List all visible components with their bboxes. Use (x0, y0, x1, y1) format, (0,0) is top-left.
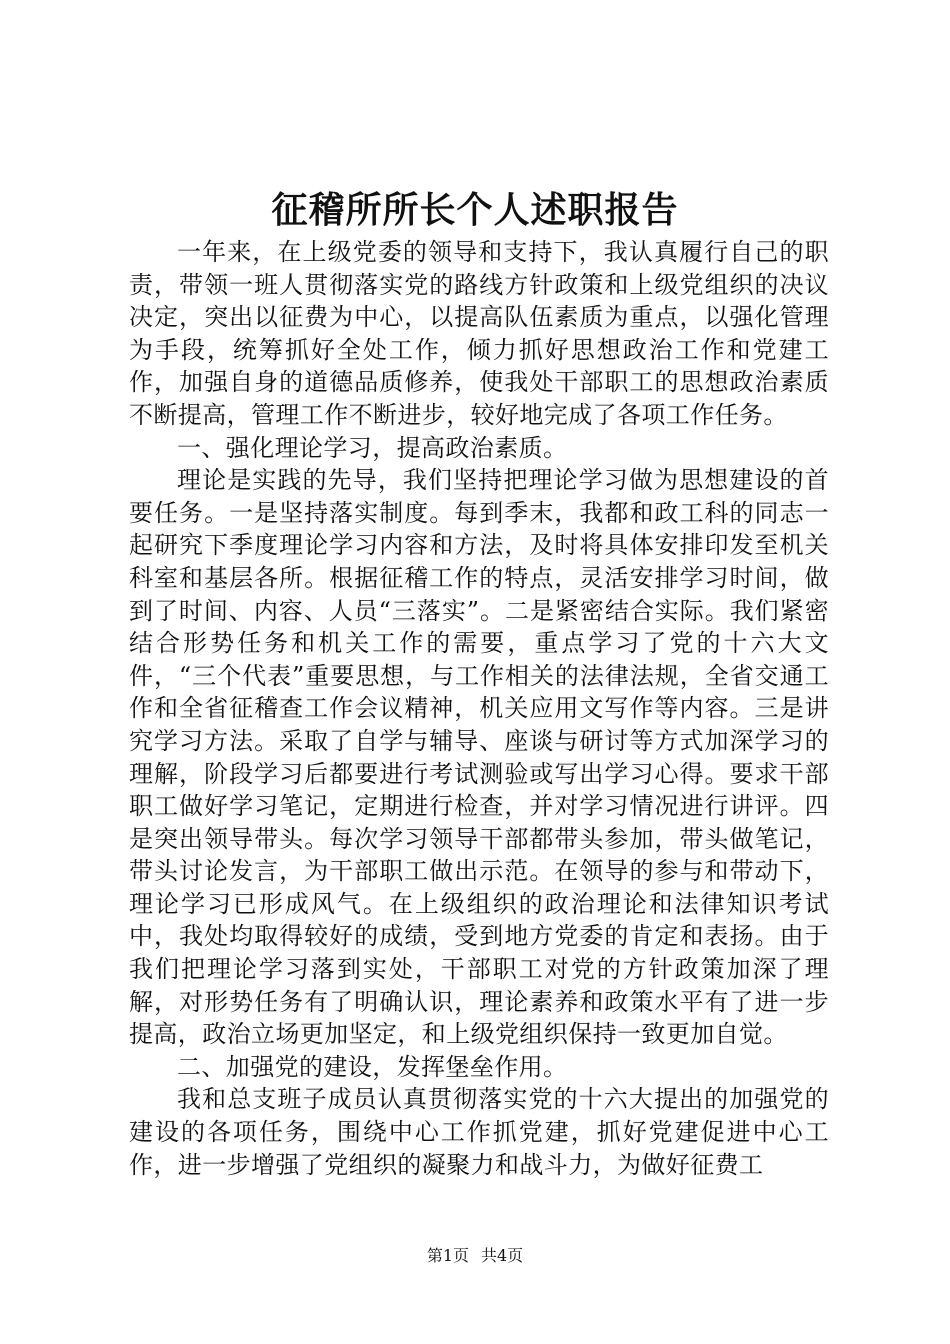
page-total: 共4页 (481, 1246, 524, 1265)
body-paragraph-intro: 一年来，在上级党委的领导和支持下，我认真履行自己的职责，带领一班人贯彻落实党的路线方针政策和上级党组织的决议决定，突出以征费为中心，以提高队伍素质为重点，以强化管理为手段，统筹抓好全处工作，倾力抓好思想政治工作和党建工作，加强自身的道德品质修养，使我处干部职工的思想政治素质不断提高，管理工作不断进步，较好地完成了各项工作任务。 (129, 238, 829, 429)
section-heading-2: 二、加强党的建设，发挥堡垒作用。 (177, 1052, 568, 1081)
page-footer (0, 1245, 950, 1267)
section-heading-1: 一、强化理论学习，提高政治素质。 (177, 433, 568, 462)
document-title: 征稽所所长个人述职报告 (271, 189, 679, 231)
body-paragraph-party: 我和总支班子成员认真贯彻落实党的十六大提出的加强党的建设的各项任务，围绕中心工作抓党建，抓好党建促进中心工作，进一步增强了党组织的凝聚力和战斗力，为做好征费工 (129, 1085, 829, 1179)
document-body (129, 236, 829, 1181)
page-number: 第1页 (426, 1246, 469, 1265)
body-paragraph-theory: 理论是实践的先导，我们坚持把理论学习做为思想建设的首要任务。一是坚持落实制度。每到季末，我都和政工科的同志一起研究下季度理论学习内容和方法，及时将具体安排印发至机关科室和基层各所。根据征稽工作的特点，灵活安排学习时间，做到了时间、内容、人员“三落实”。二是紧密结合实际。我们紧密结合形势任务和机关工作的需要，重点学习了党的十六大文件，“三个代表”重要思想，与工作相关的法律法规，全省交通工作和全省征稽查工作会议精神，机关应用文写作等内容。三是讲究学习方法。采取了自学与辅导、座谈与研讨等方式加深学习的理解，阶段学习后都要进行考试测验或写出学习心得。要求干部职工做好学习笔记，定期进行检查，并对学习情况进行讲评。四是突出领导带头。每次学习领导干部都带头参加，带头做笔记，带头讨论发言，为干部职工做出示范。在领导的参与和带动下，理论学习已形成风气。在上级组织的政治理论和法律知识考试中，我处均取得较好的成绩，受到地方党委的肯定和表扬。由于我们把理论学习落到实处，干部职工对党的方针政策加深了理解，对形势任务有了明确认识，理论素养和政策水平有了进一步提高，政治立场更加坚定，和上级党组织保持一致更加自觉。 (129, 466, 829, 1049)
